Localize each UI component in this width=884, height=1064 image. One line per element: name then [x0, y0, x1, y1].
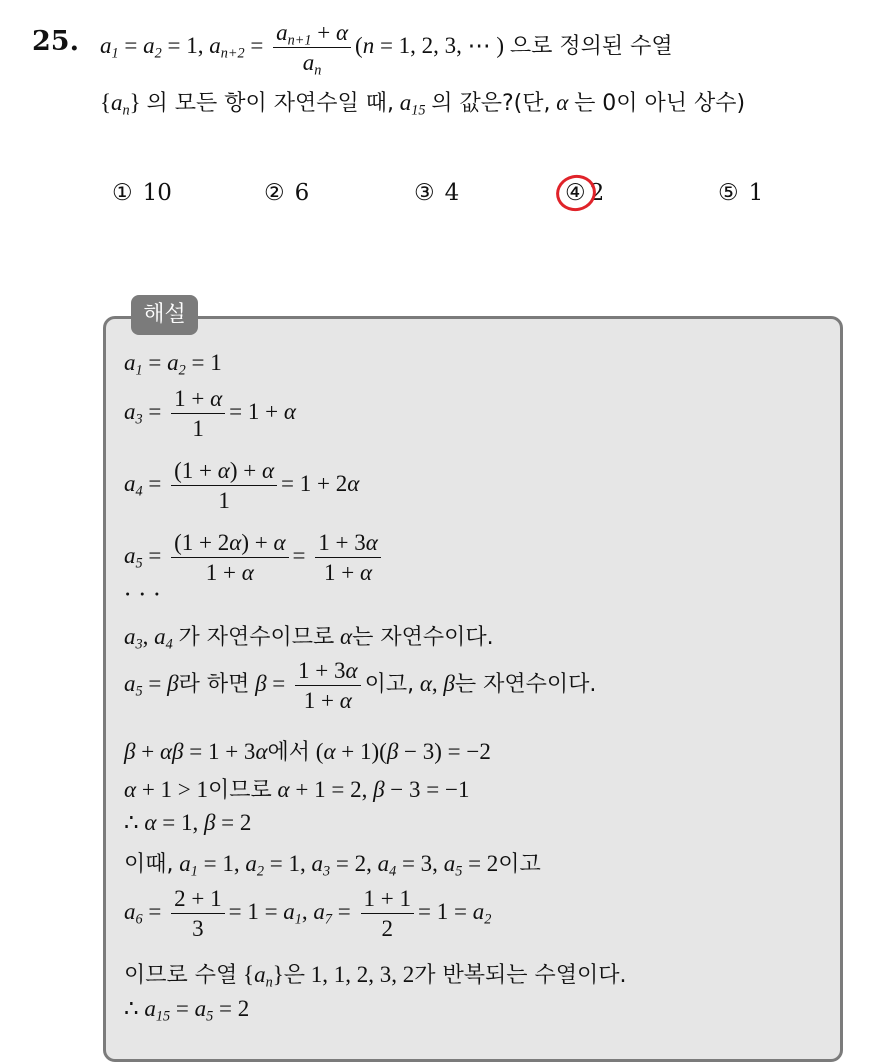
- sol-final: ∴ $a_{15} = a_5 = 2$: [124, 996, 250, 1025]
- choice-5[interactable]: ⑤ 1: [718, 180, 764, 206]
- sol-a3: $a_3$ = $\frac{1 + \alpha}{1}$ = 1 + α: [124, 386, 296, 442]
- recurrence-fraction: $\frac{a_{n+1} + \alpha}{a_n}$: [273, 20, 351, 76]
- sol-equation: β + αβ = 1 + 3α에서 (α + 1)(β − 3) = −2: [124, 739, 491, 765]
- sol-a6-a7: $a_6$ = $\frac{2 + 1}{3}$ = $1 = a_1$, $a_7$ = $\frac{1 + 1}{2}$ = $1 = a_2$: [124, 886, 492, 942]
- sol-a4: $a_4$ = $\frac{(1 + \alpha) + \alpha}{1}$ = 1 + 2α: [124, 458, 360, 514]
- sol-values: 이때, $a_1 = 1$, $a_2 = 1$, $a_3 = 2$, $a_4 = 3$, $a_5 = 2$이고: [124, 851, 541, 880]
- choice-4[interactable]: ④ 2: [565, 180, 605, 206]
- sol-inequality: α + 1 > 1이므로 α + 1 = 2, β − 3 = −1: [124, 777, 470, 803]
- question-line-1: $a_1 = a_2 = 1$, $a_{n+2}$ = $\frac{a_{n+1} + \alpha}{a_n}$ (n = 1, 2, 3, ⋯ ) 으로 정의된 수열: [100, 19, 673, 79]
- answer-circle-mark: [553, 171, 600, 215]
- choice-3[interactable]: ③ 4: [414, 180, 460, 206]
- sol-repeat: 이므로 수열 $\{a_n\}$은 1, 1, 2, 3, 2가 반복되는 수열이다.: [124, 962, 627, 991]
- sol-natural: $a_3$, $a_4$ 가 자연수이므로 α는 자연수이다.: [124, 624, 494, 653]
- sol-beta-def: $a_5 = \beta$라 하면 β = $\frac{1 + 3\alpha}{1 + \alpha}$ 이고, α, β는 자연수이다.: [124, 658, 597, 714]
- choice-1[interactable]: ① 10: [112, 180, 172, 206]
- sol-a5: $a_5$ = $\frac{(1 + 2\alpha) + \alpha}{1 + \alpha}$ = $\frac{1 + 3\alpha}{1 + \alpha}$: [124, 530, 385, 586]
- choice-2[interactable]: ② 6: [264, 180, 310, 206]
- sol-a1-a2: $a_1 = a_2 = 1$: [124, 350, 222, 379]
- question-text-defined: 으로 정의된 수열: [509, 34, 673, 59]
- question-line-2: $\{a_n\}$ 의 모든 항이 자연수일 때, $a_{15}$ 의 값은?(단, α 는 0이 아닌 상수): [100, 90, 746, 119]
- question-number: 25.: [32, 26, 79, 57]
- sol-ellipsis: · · ·: [124, 582, 161, 608]
- solution-tag: 해설: [131, 295, 198, 335]
- sol-result: ∴ α = 1, β = 2: [124, 810, 252, 835]
